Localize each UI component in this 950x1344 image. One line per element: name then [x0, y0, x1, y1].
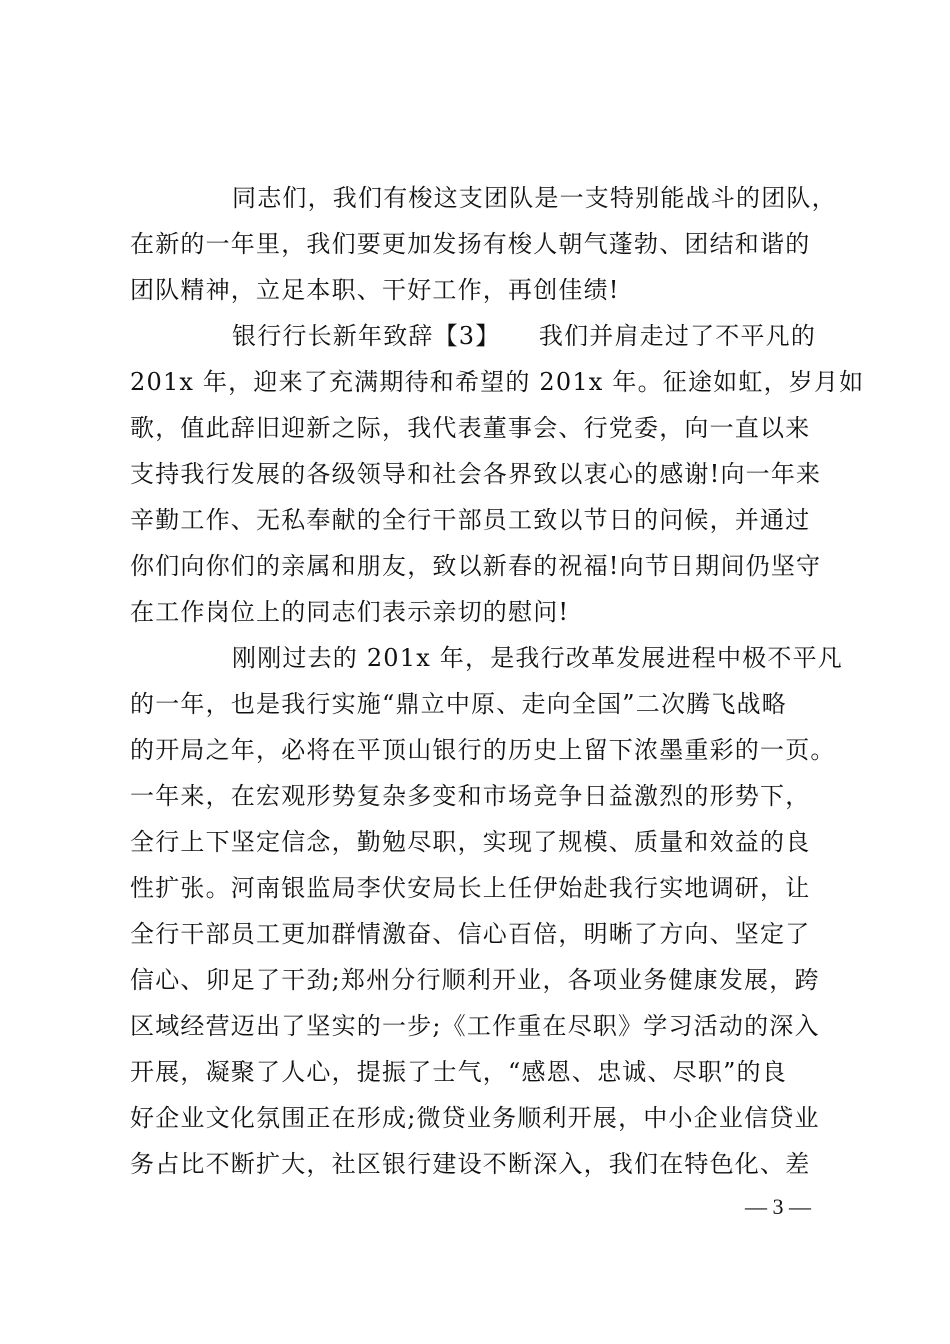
text-line-21: 好企业文化氛围正在形成;微贷业务顺利开展，中小企业信贷业 — [130, 1104, 820, 1132]
page-number: — 3 — — [745, 1194, 811, 1219]
text-line-11: 刚刚过去的 201x 年，是我行改革发展进程中极不平凡 — [232, 644, 843, 672]
text-line-9: 你们向你们的亲属和朋友，致以新春的祝福!向节日期间仍坚守 — [130, 552, 822, 580]
text-line-13: 的开局之年，必将在平顶山银行的历史上留下浓墨重彩的一页。 — [130, 736, 836, 764]
text-line-20: 开展，凝聚了人心，提振了士气，“感恩、忠诚、尽职”的良 — [130, 1058, 787, 1086]
text-line-10: 在工作岗位上的同志们表示亲切的慰问! — [130, 598, 570, 626]
text-line-8: 辛勤工作、无私奉献的全行干部员工致以节日的问候，并通过 — [130, 506, 811, 534]
text-line-15: 全行上下坚定信念，勤勉尽职，实现了规模、质量和效益的良 — [130, 828, 811, 856]
text-line-18: 信心、卯足了干劲;郑州分行顺利开业，各项业务健康发展，跨 — [130, 966, 820, 994]
text-line-17: 全行干部员工更加群情激奋、信心百倍，明晰了方向、坚定了 — [130, 920, 811, 948]
body-text — [130, 175, 865, 1187]
text-line-4: 银行行长新年致辞【3】 我们并肩走过了不平凡的 — [232, 322, 817, 350]
text-line-6: 歌，值此辞旧迎新之际，我代表董事会、行党委，向一直以来 — [130, 414, 811, 442]
text-line-12: 的一年，也是我行实施“鼎立中原、走向全国”二次腾飞战略 — [130, 690, 787, 718]
text-line-1: 同志们，我们有梭这支团队是一支特别能战斗的团队， — [232, 184, 837, 212]
text-line-19: 区域经营迈出了坚实的一步;《工作重在尽职》学习活动的深入 — [130, 1012, 820, 1040]
text-line-14: 一年来，在宏观形势复杂多变和市场竞争日益激烈的形势下， — [130, 782, 811, 810]
text-line-3: 团队精神，立足本职、干好工作，再创佳绩! — [130, 276, 620, 304]
text-line-5: 201x 年，迎来了充满期待和希望的 201x 年。征途如虹，岁月如 — [130, 368, 865, 396]
text-line-16: 性扩张。河南银监局李伏安局长上任伊始赴我行实地调研，让 — [130, 874, 811, 902]
text-line-22: 务占比不断扩大，社区银行建设不断深入，我们在特色化、差 — [130, 1150, 811, 1178]
text-line-7: 支持我行发展的各级领导和社会各界致以衷心的感谢!向一年来 — [130, 460, 822, 488]
text-line-2: 在新的一年里，我们要更加发扬有梭人朝气蓬勃、团结和谐的 — [130, 230, 811, 258]
